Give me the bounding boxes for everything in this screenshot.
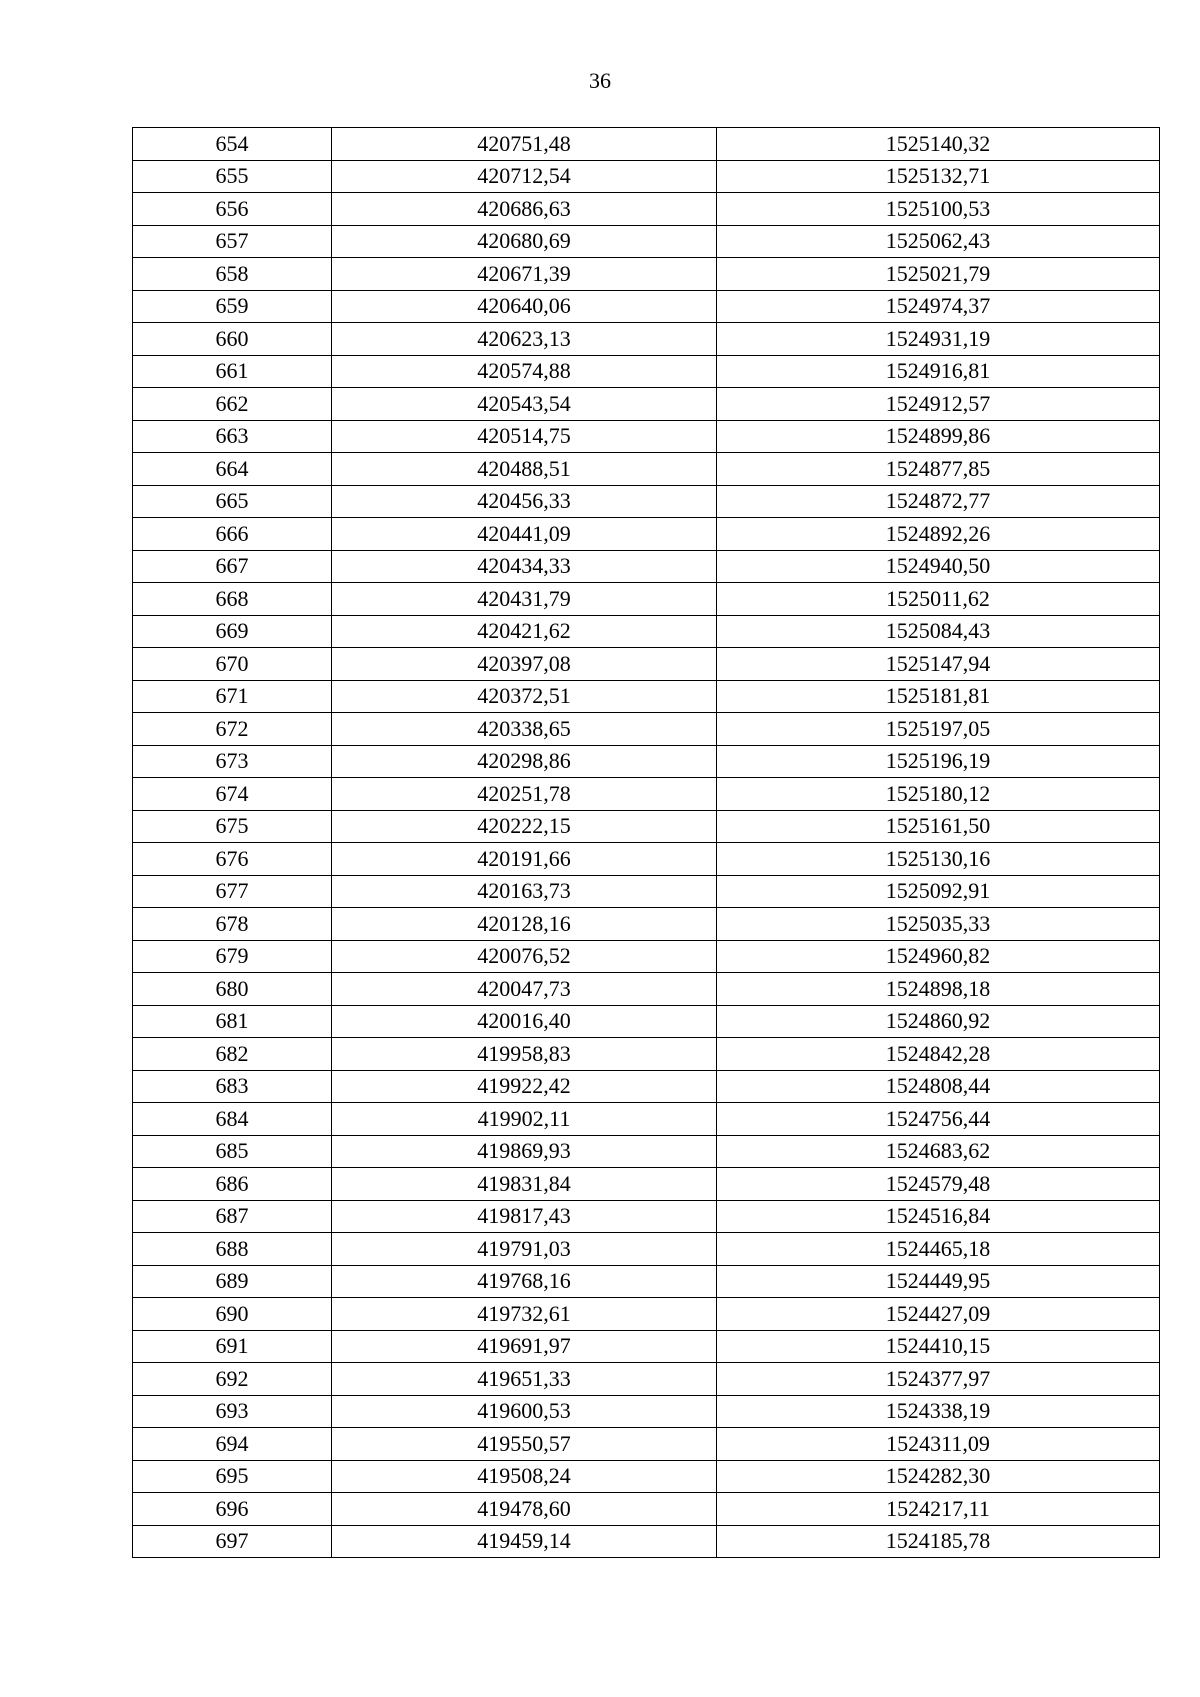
point-number-cell: 662 bbox=[133, 388, 332, 421]
x-coordinate-cell: 419768,16 bbox=[332, 1265, 717, 1298]
table-row bbox=[133, 355, 1160, 388]
point-number-cell: 654 bbox=[133, 128, 332, 161]
point-number-cell: 695 bbox=[133, 1460, 332, 1493]
y-coordinate-cell: 1525197,05 bbox=[717, 713, 1160, 746]
x-coordinate-cell: 420397,08 bbox=[332, 648, 717, 681]
y-coordinate-cell: 1524912,57 bbox=[717, 388, 1160, 421]
x-coordinate-cell: 420488,51 bbox=[332, 453, 717, 486]
y-coordinate-cell: 1524449,95 bbox=[717, 1265, 1160, 1298]
table-row bbox=[133, 1363, 1160, 1396]
point-number-cell: 660 bbox=[133, 323, 332, 356]
y-coordinate-cell: 1524842,28 bbox=[717, 1038, 1160, 1071]
point-number-cell: 690 bbox=[133, 1298, 332, 1331]
point-number-cell: 670 bbox=[133, 648, 332, 681]
x-coordinate-cell: 419550,57 bbox=[332, 1428, 717, 1461]
x-coordinate-cell: 420076,52 bbox=[332, 940, 717, 973]
table-row bbox=[133, 323, 1160, 356]
y-coordinate-cell: 1525161,50 bbox=[717, 810, 1160, 843]
table-row bbox=[133, 258, 1160, 291]
table-row bbox=[133, 1493, 1160, 1526]
x-coordinate-cell: 420751,48 bbox=[332, 128, 717, 161]
y-coordinate-cell: 1524877,85 bbox=[717, 453, 1160, 486]
y-coordinate-cell: 1524808,44 bbox=[717, 1070, 1160, 1103]
table-row bbox=[133, 1330, 1160, 1363]
table-row bbox=[133, 388, 1160, 421]
table-row bbox=[133, 1233, 1160, 1266]
x-coordinate-cell: 420434,33 bbox=[332, 550, 717, 583]
y-coordinate-cell: 1524311,09 bbox=[717, 1428, 1160, 1461]
y-coordinate-cell: 1525140,32 bbox=[717, 128, 1160, 161]
x-coordinate-cell: 420191,66 bbox=[332, 843, 717, 876]
table-row bbox=[133, 453, 1160, 486]
x-coordinate-cell: 420338,65 bbox=[332, 713, 717, 746]
table-row bbox=[133, 908, 1160, 941]
point-number-cell: 672 bbox=[133, 713, 332, 746]
table-row bbox=[133, 290, 1160, 323]
table-row bbox=[133, 648, 1160, 681]
y-coordinate-cell: 1524185,78 bbox=[717, 1525, 1160, 1558]
table-row bbox=[133, 1038, 1160, 1071]
y-coordinate-cell: 1524579,48 bbox=[717, 1168, 1160, 1201]
table-row bbox=[133, 1525, 1160, 1558]
table-row bbox=[133, 193, 1160, 226]
y-coordinate-cell: 1524427,09 bbox=[717, 1298, 1160, 1331]
point-number-cell: 677 bbox=[133, 875, 332, 908]
coordinates-table-body bbox=[133, 128, 1160, 1558]
point-number-cell: 692 bbox=[133, 1363, 332, 1396]
x-coordinate-cell: 420298,86 bbox=[332, 745, 717, 778]
point-number-cell: 688 bbox=[133, 1233, 332, 1266]
y-coordinate-cell: 1524683,62 bbox=[717, 1135, 1160, 1168]
table-row bbox=[133, 128, 1160, 161]
y-coordinate-cell: 1524338,19 bbox=[717, 1395, 1160, 1428]
point-number-cell: 682 bbox=[133, 1038, 332, 1071]
x-coordinate-cell: 419817,43 bbox=[332, 1200, 717, 1233]
point-number-cell: 683 bbox=[133, 1070, 332, 1103]
point-number-cell: 655 bbox=[133, 160, 332, 193]
x-coordinate-cell: 420163,73 bbox=[332, 875, 717, 908]
point-number-cell: 685 bbox=[133, 1135, 332, 1168]
y-coordinate-cell: 1524916,81 bbox=[717, 355, 1160, 388]
y-coordinate-cell: 1524756,44 bbox=[717, 1103, 1160, 1136]
point-number-cell: 679 bbox=[133, 940, 332, 973]
table-row bbox=[133, 875, 1160, 908]
point-number-cell: 681 bbox=[133, 1005, 332, 1038]
y-coordinate-cell: 1524960,82 bbox=[717, 940, 1160, 973]
table-row bbox=[133, 1168, 1160, 1201]
point-number-cell: 671 bbox=[133, 680, 332, 713]
y-coordinate-cell: 1525132,71 bbox=[717, 160, 1160, 193]
table-row bbox=[133, 713, 1160, 746]
y-coordinate-cell: 1524465,18 bbox=[717, 1233, 1160, 1266]
table-row bbox=[133, 1428, 1160, 1461]
x-coordinate-cell: 419478,60 bbox=[332, 1493, 717, 1526]
point-number-cell: 693 bbox=[133, 1395, 332, 1428]
y-coordinate-cell: 1524516,84 bbox=[717, 1200, 1160, 1233]
x-coordinate-cell: 419958,83 bbox=[332, 1038, 717, 1071]
point-number-cell: 664 bbox=[133, 453, 332, 486]
x-coordinate-cell: 420686,63 bbox=[332, 193, 717, 226]
table-row bbox=[133, 550, 1160, 583]
table-row bbox=[133, 518, 1160, 551]
table-row bbox=[133, 1200, 1160, 1233]
point-number-cell: 696 bbox=[133, 1493, 332, 1526]
x-coordinate-cell: 420640,06 bbox=[332, 290, 717, 323]
point-number-cell: 680 bbox=[133, 973, 332, 1006]
table-row bbox=[133, 810, 1160, 843]
x-coordinate-cell: 420421,62 bbox=[332, 615, 717, 648]
table-row bbox=[133, 1070, 1160, 1103]
x-coordinate-cell: 420431,79 bbox=[332, 583, 717, 616]
point-number-cell: 668 bbox=[133, 583, 332, 616]
table-row bbox=[133, 1005, 1160, 1038]
point-number-cell: 657 bbox=[133, 225, 332, 258]
x-coordinate-cell: 420623,13 bbox=[332, 323, 717, 356]
x-coordinate-cell: 419600,53 bbox=[332, 1395, 717, 1428]
table-row bbox=[133, 615, 1160, 648]
table-row bbox=[133, 680, 1160, 713]
y-coordinate-cell: 1524940,50 bbox=[717, 550, 1160, 583]
y-coordinate-cell: 1525147,94 bbox=[717, 648, 1160, 681]
x-coordinate-cell: 419922,42 bbox=[332, 1070, 717, 1103]
y-coordinate-cell: 1524931,19 bbox=[717, 323, 1160, 356]
y-coordinate-cell: 1524872,77 bbox=[717, 485, 1160, 518]
y-coordinate-cell: 1525196,19 bbox=[717, 745, 1160, 778]
point-number-cell: 697 bbox=[133, 1525, 332, 1558]
point-number-cell: 661 bbox=[133, 355, 332, 388]
x-coordinate-cell: 419508,24 bbox=[332, 1460, 717, 1493]
y-coordinate-cell: 1524377,97 bbox=[717, 1363, 1160, 1396]
x-coordinate-cell: 420222,15 bbox=[332, 810, 717, 843]
y-coordinate-cell: 1525130,16 bbox=[717, 843, 1160, 876]
table-row bbox=[133, 160, 1160, 193]
x-coordinate-cell: 420372,51 bbox=[332, 680, 717, 713]
y-coordinate-cell: 1524892,26 bbox=[717, 518, 1160, 551]
y-coordinate-cell: 1524898,18 bbox=[717, 973, 1160, 1006]
table-row bbox=[133, 1103, 1160, 1136]
x-coordinate-cell: 420671,39 bbox=[332, 258, 717, 291]
x-coordinate-cell: 419791,03 bbox=[332, 1233, 717, 1266]
y-coordinate-cell: 1525035,33 bbox=[717, 908, 1160, 941]
x-coordinate-cell: 420514,75 bbox=[332, 420, 717, 453]
table-row bbox=[133, 778, 1160, 811]
point-number-cell: 669 bbox=[133, 615, 332, 648]
point-number-cell: 678 bbox=[133, 908, 332, 941]
table-row bbox=[133, 1395, 1160, 1428]
point-number-cell: 676 bbox=[133, 843, 332, 876]
point-number-cell: 674 bbox=[133, 778, 332, 811]
table-row bbox=[133, 485, 1160, 518]
point-number-cell: 673 bbox=[133, 745, 332, 778]
y-coordinate-cell: 1524217,11 bbox=[717, 1493, 1160, 1526]
point-number-cell: 687 bbox=[133, 1200, 332, 1233]
x-coordinate-cell: 420574,88 bbox=[332, 355, 717, 388]
x-coordinate-cell: 420128,16 bbox=[332, 908, 717, 941]
x-coordinate-cell: 420543,54 bbox=[332, 388, 717, 421]
coordinates-table bbox=[132, 127, 1160, 1558]
point-number-cell: 675 bbox=[133, 810, 332, 843]
point-number-cell: 663 bbox=[133, 420, 332, 453]
y-coordinate-cell: 1524410,15 bbox=[717, 1330, 1160, 1363]
table-row bbox=[133, 745, 1160, 778]
y-coordinate-cell: 1525180,12 bbox=[717, 778, 1160, 811]
x-coordinate-cell: 419869,93 bbox=[332, 1135, 717, 1168]
x-coordinate-cell: 419459,14 bbox=[332, 1525, 717, 1558]
x-coordinate-cell: 419651,33 bbox=[332, 1363, 717, 1396]
point-number-cell: 694 bbox=[133, 1428, 332, 1461]
point-number-cell: 666 bbox=[133, 518, 332, 551]
table-row bbox=[133, 1265, 1160, 1298]
x-coordinate-cell: 420456,33 bbox=[332, 485, 717, 518]
page-number: 36 bbox=[589, 68, 611, 93]
x-coordinate-cell: 419691,97 bbox=[332, 1330, 717, 1363]
x-coordinate-cell: 419902,11 bbox=[332, 1103, 717, 1136]
point-number-cell: 665 bbox=[133, 485, 332, 518]
point-number-cell: 686 bbox=[133, 1168, 332, 1201]
table-row bbox=[133, 225, 1160, 258]
y-coordinate-cell: 1525021,79 bbox=[717, 258, 1160, 291]
x-coordinate-cell: 419831,84 bbox=[332, 1168, 717, 1201]
point-number-cell: 656 bbox=[133, 193, 332, 226]
point-number-cell: 658 bbox=[133, 258, 332, 291]
point-number-cell: 684 bbox=[133, 1103, 332, 1136]
x-coordinate-cell: 420712,54 bbox=[332, 160, 717, 193]
x-coordinate-cell: 420047,73 bbox=[332, 973, 717, 1006]
x-coordinate-cell: 420680,69 bbox=[332, 225, 717, 258]
y-coordinate-cell: 1525181,81 bbox=[717, 680, 1160, 713]
table-row bbox=[133, 843, 1160, 876]
x-coordinate-cell: 420441,09 bbox=[332, 518, 717, 551]
table-row bbox=[133, 1135, 1160, 1168]
point-number-cell: 691 bbox=[133, 1330, 332, 1363]
table-row bbox=[133, 940, 1160, 973]
point-number-cell: 659 bbox=[133, 290, 332, 323]
x-coordinate-cell: 420016,40 bbox=[332, 1005, 717, 1038]
y-coordinate-cell: 1524899,86 bbox=[717, 420, 1160, 453]
table-row bbox=[133, 420, 1160, 453]
table-row bbox=[133, 973, 1160, 1006]
point-number-cell: 667 bbox=[133, 550, 332, 583]
y-coordinate-cell: 1525100,53 bbox=[717, 193, 1160, 226]
y-coordinate-cell: 1524860,92 bbox=[717, 1005, 1160, 1038]
x-coordinate-cell: 419732,61 bbox=[332, 1298, 717, 1331]
table-row bbox=[133, 1460, 1160, 1493]
point-number-cell: 689 bbox=[133, 1265, 332, 1298]
y-coordinate-cell: 1525011,62 bbox=[717, 583, 1160, 616]
table-row bbox=[133, 583, 1160, 616]
y-coordinate-cell: 1525084,43 bbox=[717, 615, 1160, 648]
y-coordinate-cell: 1525062,43 bbox=[717, 225, 1160, 258]
y-coordinate-cell: 1524282,30 bbox=[717, 1460, 1160, 1493]
table-row bbox=[133, 1298, 1160, 1331]
y-coordinate-cell: 1525092,91 bbox=[717, 875, 1160, 908]
x-coordinate-cell: 420251,78 bbox=[332, 778, 717, 811]
y-coordinate-cell: 1524974,37 bbox=[717, 290, 1160, 323]
